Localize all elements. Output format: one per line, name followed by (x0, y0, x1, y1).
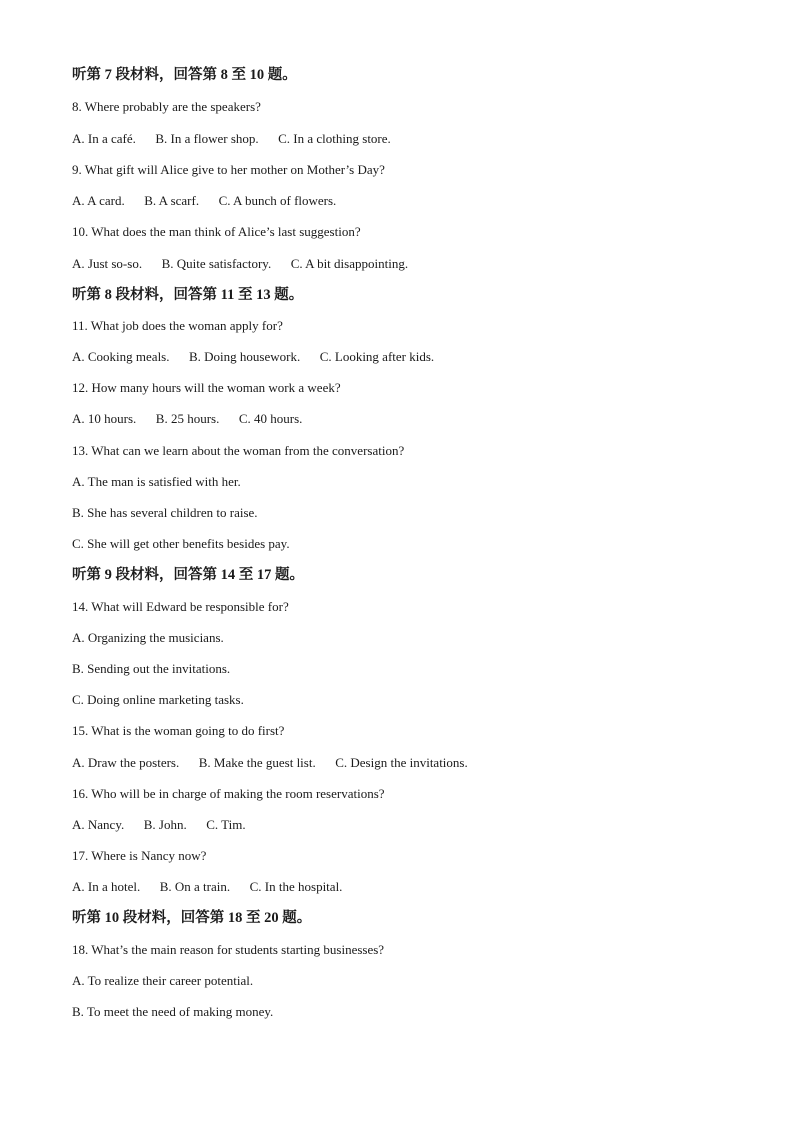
option-18-b: B. To meet the need of making money. (72, 1004, 274, 1019)
option-18-a: A. To realize their career potential. (72, 973, 254, 988)
section-heading-7: 听第 7 段材料，回答第 8 至 10 题。 (72, 67, 297, 83)
question-9: 9. What gift will Alice give to her mother on Mother’s Day? (72, 162, 385, 177)
question-10: 10. What does the man think of Alice’s last suggestion? (72, 224, 361, 239)
option-13-a: A. The man is satisfied with her. (72, 474, 241, 489)
options-16: A. Nancy. B. John. C. Tim. (72, 817, 246, 832)
question-14: 14. What will Edward be responsible for? (72, 599, 289, 614)
option-14-c: C. Doing online marketing tasks. (72, 692, 244, 707)
section-heading-9: 听第 9 段材料，回答第 14 至 17 题。 (72, 567, 304, 583)
question-12: 12. How many hours will the woman work a week? (72, 380, 341, 395)
options-10: A. Just so-so. B. Quite satisfactory. C. A bit disappointing. (72, 256, 409, 271)
options-15: A. Draw the posters. B. Make the guest list. C. Design the invitations. (72, 755, 468, 770)
options-11: A. Cooking meals. B. Doing housework. C. Looking after kids. (72, 349, 435, 364)
section-heading-10: 听第 10 段材料，回答第 18 至 20 题。 (72, 910, 312, 926)
question-16: 16. Who will be in charge of making the room reservations? (72, 786, 385, 801)
options-8: A. In a café. B. In a flower shop. C. In a clothing store. (72, 131, 391, 146)
section-heading-8: 听第 8 段材料，回答第 11 至 13 题。 (72, 287, 304, 303)
question-13: 13. What can we learn about the woman from the conversation? (72, 443, 405, 458)
option-14-b: B. Sending out the invitations. (72, 661, 231, 676)
question-11: 11. What job does the woman apply for? (72, 318, 283, 333)
option-13-b: B. She has several children to raise. (72, 505, 258, 520)
option-14-a: A. Organizing the musicians. (72, 630, 224, 645)
question-8: 8. Where probably are the speakers? (72, 99, 261, 114)
options-17: A. In a hotel. B. On a train. C. In the hospital. (72, 879, 343, 894)
question-15: 15. What is the woman going to do first? (72, 723, 285, 738)
options-12: A. 10 hours. B. 25 hours. C. 40 hours. (72, 411, 303, 426)
options-9: A. A card. B. A scarf. C. A bunch of flowers. (72, 193, 337, 208)
question-17: 17. Where is Nancy now? (72, 848, 207, 863)
option-13-c: C. She will get other benefits besides pay. (72, 536, 290, 551)
question-18: 18. What’s the main reason for students starting businesses? (72, 942, 385, 957)
